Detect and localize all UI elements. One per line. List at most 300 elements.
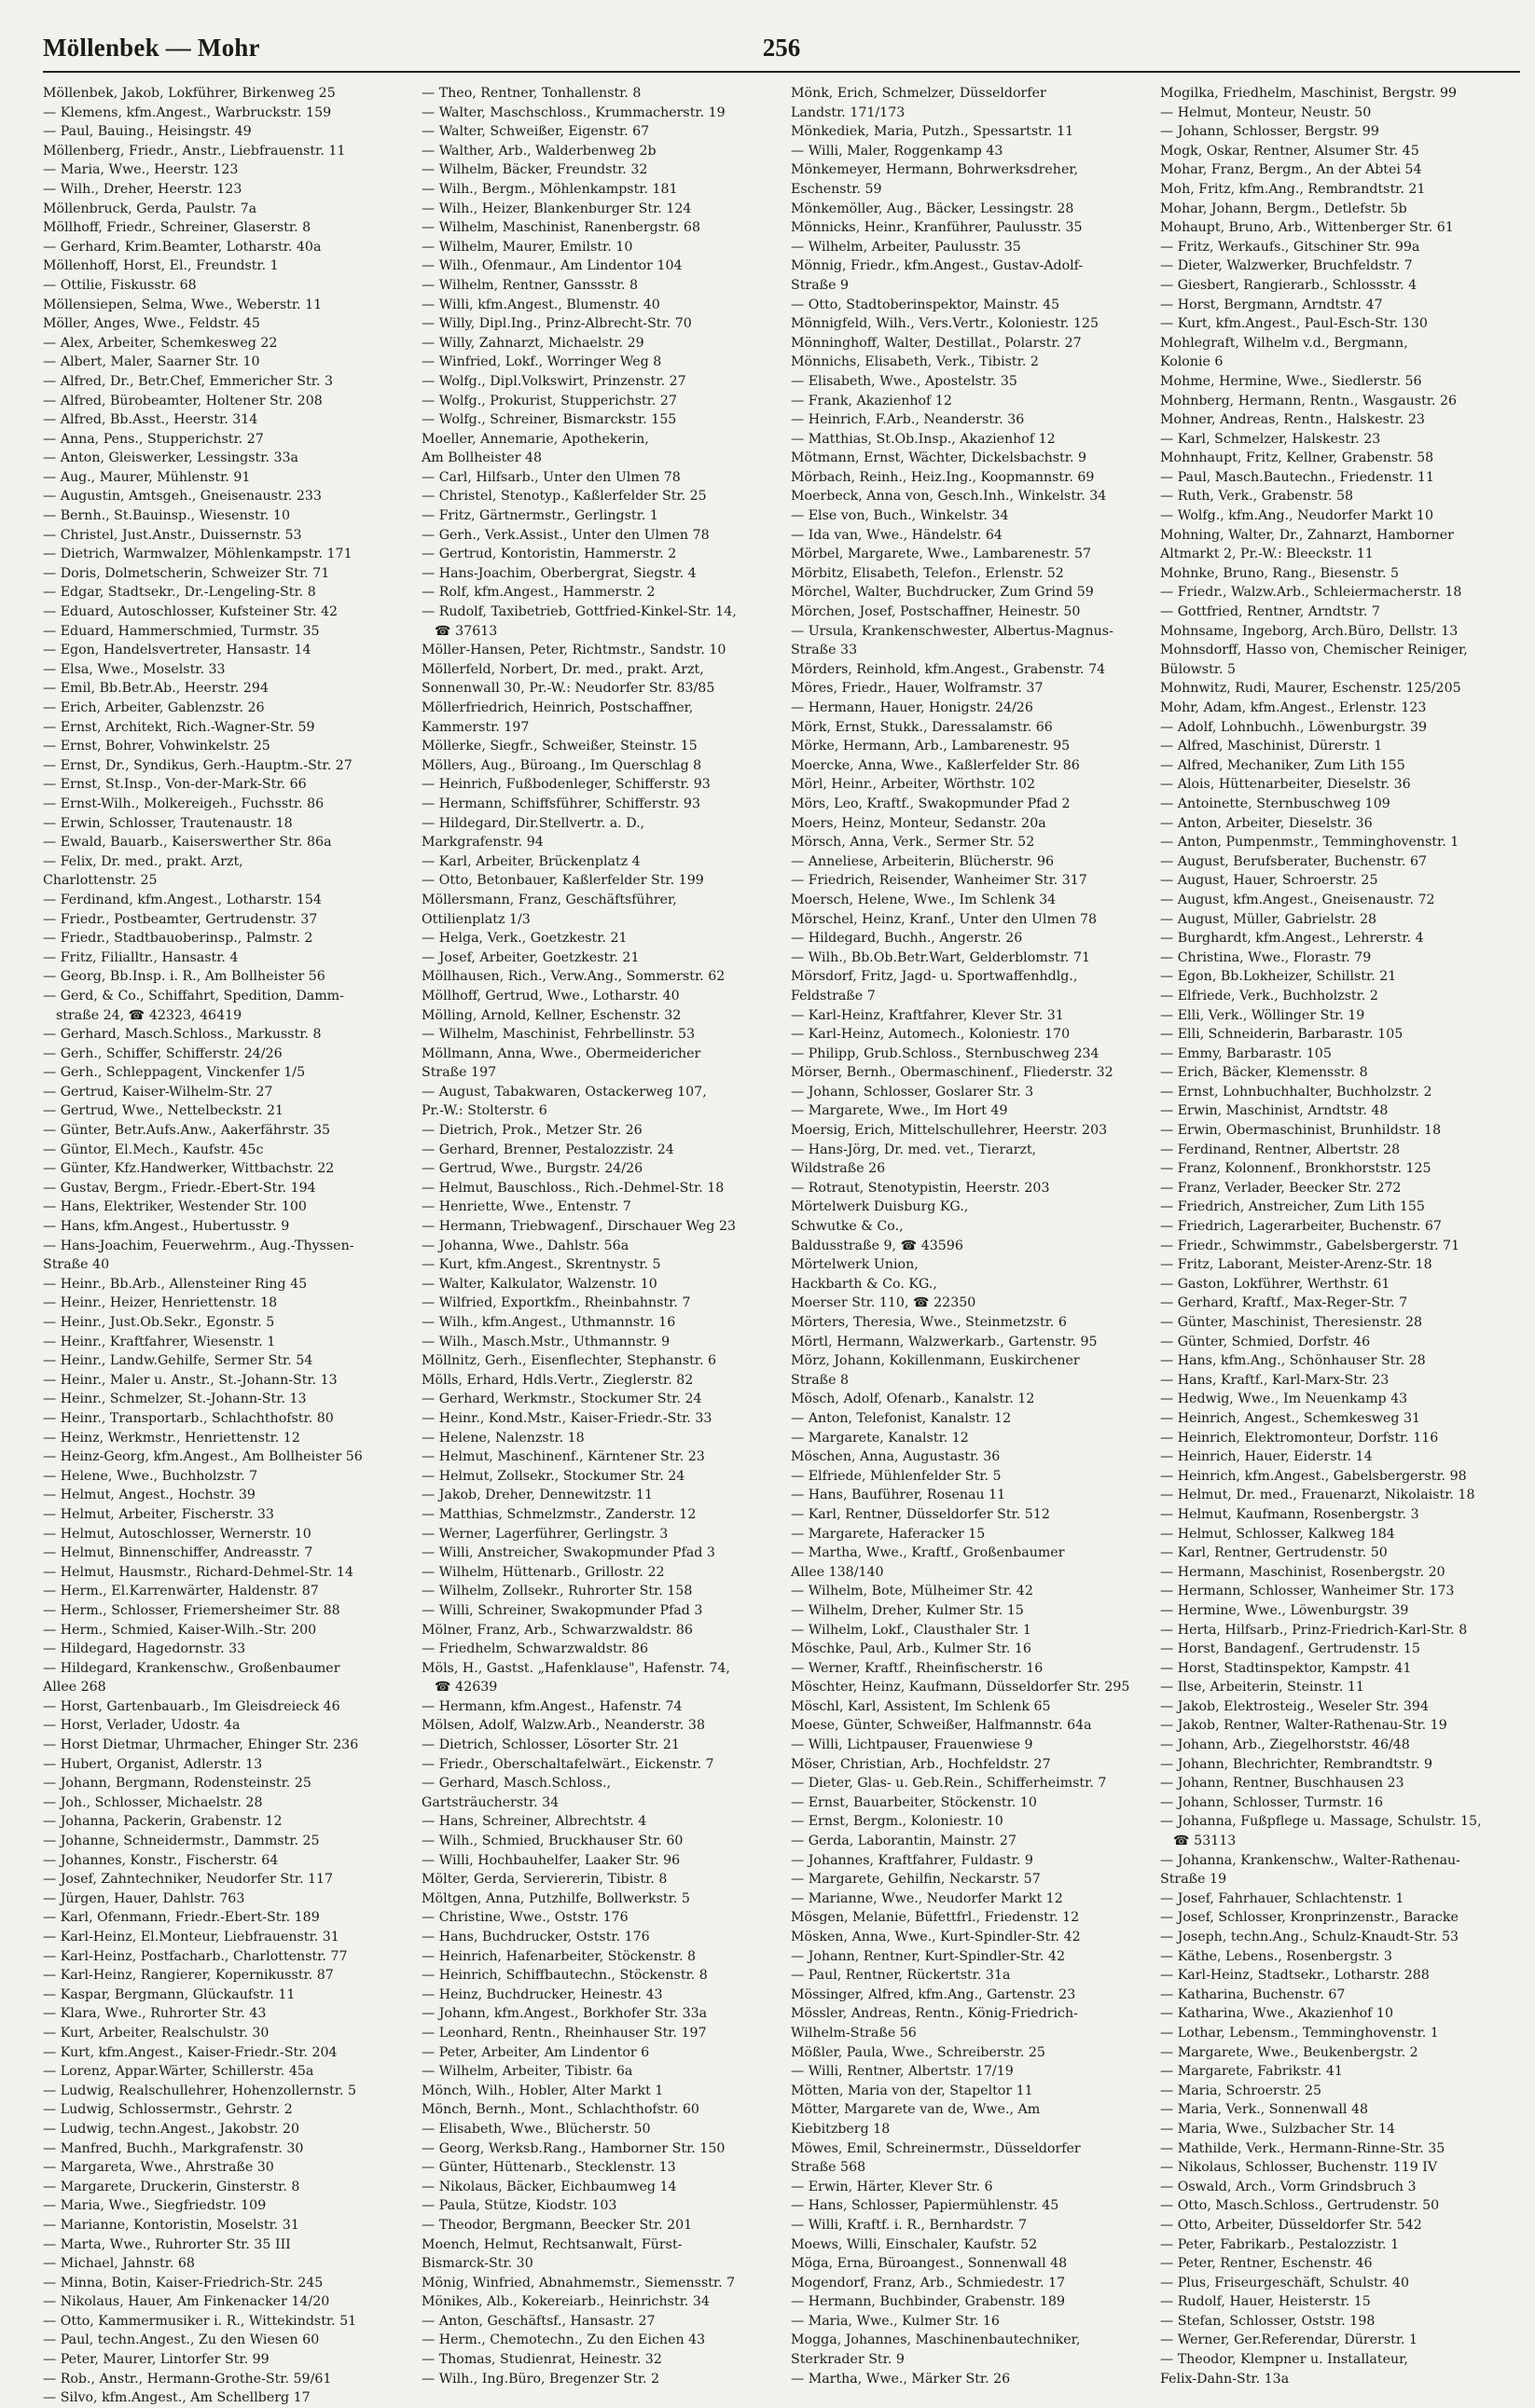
directory-entry: — Paul, Bauing., Heisingstr. 49 bbox=[43, 124, 252, 140]
directory-entry: Mörsdorf, Fritz, Jagd- u. Sportwaffenhdlg., bbox=[791, 969, 1078, 985]
directory-entry: — Gerh., Schleppagent, Vinckenfer 1/5 bbox=[43, 1065, 306, 1081]
directory-entry: — Otto, Arbeiter, Düsseldorfer Str. 542 bbox=[1160, 2217, 1422, 2233]
directory-entry: Felix-Dahn-Str. 13a bbox=[1160, 2371, 1290, 2387]
directory-entry: — Gerh., Schiffer, Schifferstr. 24/26 bbox=[43, 1045, 283, 1061]
directory-entry: — Karl, Arbeiter, Brückenplatz 4 bbox=[422, 853, 641, 869]
directory-entry: — Alfred, Maschinist, Dürerstr. 1 bbox=[1160, 739, 1383, 754]
directory-entry: — Hermann, Buchbinder, Grabenstr. 189 bbox=[791, 2294, 1066, 2310]
directory-entry: Mohar, Franz, Bergm., An der Abtei 54 bbox=[1160, 162, 1422, 178]
directory-entry: — Horst Dietmar, Uhrmacher, Ehinger Str. 236 bbox=[43, 1737, 359, 1753]
page-number: 256 bbox=[762, 34, 801, 62]
directory-entry: — Heinr., Kond.Mstr., Kaiser-Friedr.-Str. 33 bbox=[422, 1410, 712, 1426]
directory-entry: Bülowstr. 5 bbox=[1160, 661, 1237, 677]
directory-entry: — Heinr., Schmelzer, St.-Johann-Str. 13 bbox=[43, 1391, 307, 1407]
directory-entry: Mönnicks, Heinr., Kranführer, Paulusstr. 35 bbox=[791, 220, 1083, 236]
directory-entry: — Hans, kfm.Angest., Hubertusstr. 9 bbox=[43, 1219, 290, 1235]
directory-entry: ☎ 42639 bbox=[435, 1680, 498, 1695]
directory-entry: — Elsa, Wwe., Moselstr. 33 bbox=[43, 661, 226, 677]
directory-entry: — Klemens, kfm.Angest., Warbruckstr. 159 bbox=[43, 104, 332, 120]
directory-entry: — Friedr., Oberschaltafelwärt., Eickenstr. 7 bbox=[422, 1756, 714, 1772]
directory-entry: Bismarck-Str. 30 bbox=[422, 2256, 533, 2272]
directory-entry: Altmarkt 2, Pr.-W.: Bleeckstr. 11 bbox=[1160, 547, 1374, 562]
directory-entry: — Ludwig, techn.Angest., Jakobstr. 20 bbox=[43, 2121, 299, 2137]
directory-entry: Sonnenwall 30, Pr.-W.: Neudorfer Str. 83/85 bbox=[422, 681, 715, 697]
directory-entry: Mohning, Walter, Dr., Zahnarzt, Hamborner bbox=[1160, 527, 1454, 543]
directory-entry: — Johann, Blechrichter, Rembrandtstr. 9 bbox=[1160, 1756, 1433, 1772]
directory-entry: — Willy, Dipl.Ing., Prinz-Albrecht-Str. 70 bbox=[422, 316, 692, 332]
directory-entry: — Heinrich, Elektromonteur, Dorfstr. 116 bbox=[1160, 1430, 1439, 1446]
directory-entry: — Alois, Hüttenarbeiter, Dieselstr. 36 bbox=[1160, 777, 1411, 793]
directory-entry: Möllnitz, Gerh., Eisenflechter, Stephanstr. 6 bbox=[422, 1353, 717, 1369]
directory-entry: — August, Hauer, Schroerstr. 25 bbox=[1160, 873, 1378, 889]
directory-entry: — Karl-Heinz, Automech., Koloniestr. 170 bbox=[791, 1027, 1071, 1043]
directory-entry: Mönkemöller, Aug., Bäcker, Lessingstr. 28 bbox=[791, 201, 1074, 216]
directory-entry: — Gerhard, Werkmstr., Stockumer Str. 24 bbox=[422, 1391, 702, 1407]
directory-entry: — Jürgen, Hauer, Dahlstr. 763 bbox=[43, 1890, 245, 1906]
directory-entry: — Horst, Gartenbauarb., Im Gleisdreieck 46 bbox=[43, 1698, 340, 1714]
directory-entry: — Ernst, Bergm., Koloniestr. 10 bbox=[791, 1814, 1003, 1830]
directory-entry: — Matthias, Schmelzmstr., Zanderstr. 12 bbox=[422, 1506, 697, 1522]
directory-entry: — Anton, Arbeiter, Dieselstr. 36 bbox=[1160, 815, 1373, 831]
directory-entry: — Joh., Schlosser, Michaelstr. 28 bbox=[43, 1794, 263, 1810]
directory-entry: Möllmann, Anna, Wwe., Obermeidericher bbox=[422, 1045, 701, 1061]
directory-entry: — Anna, Pens., Stupperichstr. 27 bbox=[43, 431, 264, 447]
directory-entry: — Lorenz, Appar.Wärter, Schillerstr. 45a bbox=[43, 2064, 314, 2080]
directory-entry: Mohnhaupt, Fritz, Kellner, Grabenstr. 58 bbox=[1160, 450, 1434, 466]
directory-entry: — Bernh., St.Bauinsp., Wiesenstr. 10 bbox=[43, 508, 290, 524]
directory-entry: — Johann, Arb., Ziegelhorststr. 46/48 bbox=[1160, 1737, 1410, 1753]
directory-entry: — Elfriede, Verk., Buchholzstr. 2 bbox=[1160, 988, 1378, 1003]
directory-entry: — Mathilde, Verk., Hermann-Rinne-Str. 35 bbox=[1160, 2140, 1445, 2156]
directory-entry: — Gerda, Laborantin, Mainstr. 27 bbox=[791, 1834, 1016, 1849]
directory-entry: Eschenstr. 59 bbox=[791, 181, 882, 197]
directory-entry: Schwutke & Co., bbox=[791, 1219, 904, 1235]
directory-entry: Mönnigfeld, Wilh., Vers.Vertr., Koloniestr. 125 bbox=[791, 316, 1099, 332]
directory-entry: — Horst, Bergmann, Arndtstr. 47 bbox=[1160, 297, 1383, 312]
directory-entry: Mösken, Anna, Wwe., Kurt-Spindler-Str. 42 bbox=[791, 1930, 1081, 1944]
directory-entry: — Herm., El.Karrenwärter, Haldenstr. 87 bbox=[43, 1584, 319, 1599]
directory-entry: — Theo, Rentner, Tonhallenstr. 8 bbox=[422, 86, 642, 101]
directory-entry: Charlottenstr. 25 bbox=[43, 873, 158, 889]
directory-entry: Möllenberg, Friedr., Anstr., Liebfrauenstr. 11 bbox=[43, 143, 346, 159]
directory-entry: — Wilhelm, Arbeiter, Paulusstr. 35 bbox=[791, 239, 1021, 255]
directory-entry: — Johann, Schlosser, Turmstr. 16 bbox=[1160, 1794, 1384, 1810]
directory-entry: Straße 8 bbox=[791, 1372, 850, 1388]
directory-entry: — Willy, Zahnarzt, Michaelstr. 29 bbox=[422, 335, 644, 351]
directory-entry: — Georg, Bb.Insp. i. R., Am Bollheister 56 bbox=[43, 969, 325, 985]
directory-entry: — Friedrich, Lagerarbeiter, Buchenstr. 67 bbox=[1160, 1219, 1442, 1235]
directory-entry: straße 24, ☎ 42323, 46419 bbox=[56, 1007, 242, 1023]
directory-entry: — Friedr., Schwimmstr., Gabelsbergerstr. 71 bbox=[1160, 1238, 1460, 1253]
directory-entry: — Wilh., Heizer, Blankenburger Str. 124 bbox=[422, 201, 692, 216]
directory-entry: — Wilhelm, Bäcker, Freundstr. 32 bbox=[422, 162, 648, 178]
directory-entry: Mönnig, Friedr., kfm.Angest., Gustav-Adolf- bbox=[791, 258, 1084, 274]
directory-entry: Mörsch, Anna, Verk., Sermer Str. 52 bbox=[791, 835, 1035, 851]
directory-entry: — Maria, Schroerstr. 25 bbox=[1160, 2083, 1322, 2098]
directory-entry: — Anton, Geschäftsf., Hansastr. 27 bbox=[422, 2313, 656, 2329]
directory-entry: — Heinr., Transportarb., Schlachthofstr. 80 bbox=[43, 1410, 334, 1426]
directory-entry: — Helmut, Angest., Hochstr. 39 bbox=[43, 1488, 256, 1503]
directory-entry: — Walther, Arb., Walderbenweg 2b bbox=[422, 143, 657, 159]
directory-entry: — Ottilie, Fiskusstr. 68 bbox=[43, 277, 197, 293]
directory-entry: — Kurt, kfm.Angest., Paul-Esch-Str. 130 bbox=[1160, 316, 1428, 332]
directory-entry: Mötmann, Ernst, Wächter, Dickelsbachstr. 9 bbox=[791, 450, 1087, 466]
directory-entry: Mößler, Paula, Wwe., Schreiberstr. 25 bbox=[791, 2044, 1045, 2060]
directory-entry: — Hildegard, Dir.Stellvertr. a. D., bbox=[422, 815, 645, 831]
directory-entry: — Johann, Schlosser, Bergstr. 99 bbox=[1160, 124, 1379, 140]
directory-entry: — August, kfm.Angest., Gneisenaustr. 72 bbox=[1160, 892, 1435, 907]
directory-entry: — Johann, Rentner, Kurt-Spindler-Str. 42 bbox=[791, 1948, 1065, 1964]
directory-entry: Möschen, Anna, Augustastr. 36 bbox=[791, 1449, 1001, 1465]
directory-entry: — Egon, Bb.Lokheizer, Schillstr. 21 bbox=[1160, 969, 1397, 985]
directory-entry: — August, Tabakwaren, Ostackerweg 107, bbox=[422, 1084, 707, 1100]
directory-entry: — Heinrich, Fußbodenleger, Schifferstr. 93 bbox=[422, 777, 711, 793]
directory-entry: — Dietrich, Prok., Metzer Str. 26 bbox=[422, 1123, 643, 1139]
directory-entry: ☎ 37613 bbox=[435, 623, 498, 639]
directory-entry: — Hans-Joachim, Oberbergrat, Siegstr. 4 bbox=[422, 565, 697, 581]
directory-entry: — Wilhelm, Maurer, Emilstr. 10 bbox=[422, 239, 633, 255]
directory-entry: Möllhoff, Friedr., Schreiner, Glaserstr. 8 bbox=[43, 220, 311, 236]
directory-entry: — Klara, Wwe., Ruhrorter Str. 43 bbox=[43, 2006, 267, 2022]
directory-entry: Mohaupt, Bruno, Arb., Wittenberger Str. 61 bbox=[1160, 220, 1454, 236]
directory-entry: — Helene, Wwe., Buchholzstr. 7 bbox=[43, 1468, 258, 1484]
directory-entry: — Rudolf, Hauer, Heisterstr. 15 bbox=[1160, 2294, 1371, 2310]
directory-entry: — Hans-Jörg, Dr. med. vet., Tierarzt, bbox=[791, 1142, 1037, 1157]
directory-entry: Mönkediek, Maria, Putzh., Spessartstr. 11 bbox=[791, 124, 1074, 140]
directory-entry: Möls, H., Gastst. „Hafenklause", Hafenstr. 74, bbox=[422, 1660, 730, 1676]
directory-entry: Baldusstraße 9, ☎ 43596 bbox=[791, 1238, 963, 1253]
directory-entry: — Hedwig, Wwe., Im Neuenkamp 43 bbox=[1160, 1391, 1408, 1407]
directory-entry: — Albert, Maler, Saarner Str. 10 bbox=[43, 354, 260, 370]
directory-entry: — Dieter, Glas- u. Geb.Rein., Schifferheimstr. 7 bbox=[791, 1776, 1107, 1792]
directory-entry: — Werner, Lagerführer, Gerlingstr. 3 bbox=[422, 1526, 669, 1542]
directory-entry: Moerbeck, Anna von, Gesch.Inh., Winkelstr. 34 bbox=[791, 489, 1107, 505]
directory-entry: Mogendorf, Franz, Arb., Schmiedestr. 17 bbox=[791, 2275, 1066, 2290]
directory-entry: Möllensiepen, Selma, Wwe., Weberstr. 11 bbox=[43, 297, 323, 312]
directory-entry: — Friedhelm, Schwarzwaldstr. 86 bbox=[422, 1641, 649, 1657]
directory-entry: Mörl, Heinr., Arbeiter, Wörthstr. 102 bbox=[791, 777, 1036, 793]
directory-entry: — Johann, Bergmann, Rodensteinstr. 25 bbox=[43, 1776, 311, 1792]
directory-entry: Straße 40 bbox=[43, 1257, 110, 1273]
directory-entry: — Hermann, kfm.Angest., Hafenstr. 74 bbox=[422, 1698, 683, 1714]
directory-entry: — Fritz, Laborant, Meister-Arenz-Str. 18 bbox=[1160, 1257, 1432, 1273]
directory-entry: — Philipp, Grub.Schloss., Sternbuschweg 234 bbox=[791, 1045, 1099, 1061]
directory-entry: Mössler, Andreas, Rentn., König-Friedrich- bbox=[791, 2006, 1078, 2022]
directory-entry: — Martha, Wwe., Märker Str. 26 bbox=[791, 2371, 1011, 2387]
directory-entry: — Hans, Kraftf., Karl-Marx-Str. 23 bbox=[1160, 1372, 1390, 1388]
directory-entry: — Heinz-Georg, kfm.Angest., Am Bollheister 56 bbox=[43, 1449, 363, 1465]
directory-entry: — Wilh., kfm.Angest., Uthmannstr. 16 bbox=[422, 1315, 676, 1330]
directory-entry: — Plus, Friseurgeschäft, Schulstr. 40 bbox=[1160, 2275, 1410, 2290]
directory-entry: — Otto, Stadtoberinspektor, Mainstr. 45 bbox=[791, 297, 1060, 312]
directory-entry: — Edgar, Stadtsekr., Dr.-Lengeling-Str. 8 bbox=[43, 585, 316, 601]
directory-entry: — Hermann, Maschinist, Rosenbergstr. 20 bbox=[1160, 1564, 1445, 1580]
directory-entry: — Wilh., Dreher, Heerstr. 123 bbox=[43, 181, 242, 197]
directory-entry: — Dietrich, Warmwalzer, Möhlenkampstr. 171 bbox=[43, 547, 353, 562]
directory-entry: — Maria, Wwe., Sulzbacher Str. 14 bbox=[1160, 2121, 1396, 2137]
directory-entry: — Frank, Akazienhof 12 bbox=[791, 393, 952, 408]
directory-entry: — Wolfg., Prokurist, Stupperichstr. 27 bbox=[422, 393, 677, 408]
directory-entry: — Walter, Schweißer, Eigenstr. 67 bbox=[422, 124, 650, 140]
directory-entry: — Johanna, Packerin, Grabenstr. 12 bbox=[43, 1814, 283, 1830]
directory-entry: — Winfried, Lokf., Worringer Weg 8 bbox=[422, 354, 662, 370]
directory-entry: — Alfred, Mechaniker, Zum Lith 155 bbox=[1160, 757, 1405, 773]
directory-entry: — Jakob, Dreher, Dennewitzstr. 11 bbox=[422, 1488, 653, 1503]
directory-entry: Möschl, Karl, Assistent, Im Schlenk 65 bbox=[791, 1698, 1051, 1714]
directory-entry: — Ernst-Wilh., Molkereigeh., Fuchsstr. 86 bbox=[43, 796, 325, 811]
directory-entry: — Wilhelm, Dreher, Kulmer Str. 15 bbox=[791, 1602, 1024, 1618]
directory-entry: — Nikolaus, Schlosser, Buchenstr. 119 IV bbox=[1160, 2160, 1438, 2176]
directory-entry: — Margarete, Wwe., Beukenbergstr. 2 bbox=[1160, 2044, 1418, 2060]
directory-entry: — Else von, Buch., Winkelstr. 34 bbox=[791, 508, 1009, 524]
directory-entry: — Heinrich, Hafenarbeiter, Stöckenstr. 8 bbox=[422, 1948, 697, 1964]
directory-entry: — Wilfried, Exportkfm., Rheinbahnstr. 7 bbox=[422, 1295, 691, 1311]
directory-entry: — Kurt, kfm.Angest., Kaiser-Friedr.-Str. 204 bbox=[43, 2044, 338, 2060]
directory-entry: — Otto, Masch.Schloss., Gertrudenstr. 50 bbox=[1160, 2198, 1440, 2214]
directory-entry: Möser, Christian, Arb., Hochfeldstr. 27 bbox=[791, 1756, 1051, 1772]
directory-entry: Mörbach, Reinh., Heiz.Ing., Koopmannstr. 69 bbox=[791, 469, 1095, 485]
directory-entry: — Otto, Kammermusiker i. R., Wittekindstr. 51 bbox=[43, 2313, 357, 2329]
directory-entry: — Anton, Telefonist, Kanalstr. 12 bbox=[791, 1410, 1012, 1426]
directory-entry: — Gertrud, Wwe., Nettelbeckstr. 21 bbox=[43, 1103, 284, 1119]
directory-entry: — Walter, Maschschloss., Krummacherstr. 19 bbox=[422, 104, 726, 120]
directory-entry: — Helmut, Maschinenf., Kärntener Str. 23 bbox=[422, 1449, 705, 1465]
directory-entry: — Johanna, Krankenschw., Walter-Rathenau- bbox=[1160, 1852, 1460, 1868]
directory-entry: Kiebitzberg 18 bbox=[791, 2121, 891, 2137]
directory-entry: — Walter, Kalkulator, Walzenstr. 10 bbox=[422, 1276, 657, 1292]
directory-entry: Pr.-W.: Stolterstr. 6 bbox=[422, 1103, 547, 1119]
directory-entry: Sterkrader Str. 9 bbox=[791, 2352, 905, 2368]
directory-entry: — Christine, Wwe., Oststr. 176 bbox=[422, 1910, 629, 1926]
directory-entry: Mölner, Franz, Arb., Schwarzwaldstr. 86 bbox=[422, 1622, 693, 1638]
directory-column-4 bbox=[1151, 84, 1520, 2387]
directory-entry: Möllerke, Siegfr., Schweißer, Steinstr. 15 bbox=[422, 739, 698, 754]
directory-entry: — Willi, Rentner, Albertstr. 17/19 bbox=[791, 2064, 1014, 2080]
directory-entry: — Wilh., Ofenmaur., Am Lindentor 104 bbox=[422, 258, 683, 274]
directory-entry: Möres, Friedr., Hauer, Wolframstr. 37 bbox=[791, 681, 1044, 697]
directory-entry: — Günter, Hüttenarb., Stecklenstr. 13 bbox=[422, 2160, 676, 2176]
directory-entry: Mölsen, Adolf, Walzw.Arb., Neanderstr. 38 bbox=[422, 1718, 705, 1734]
directory-entry: Mönninghoff, Walter, Destillat., Polarstr. 27 bbox=[791, 335, 1082, 351]
directory-entry: Möllhausen, Rich., Verw.Ang., Sommerstr. 62 bbox=[422, 969, 726, 985]
directory-entry: — Heinr., Kraftfahrer, Wiesenstr. 1 bbox=[43, 1334, 276, 1349]
directory-entry: — Helmut, Monteur, Neustr. 50 bbox=[1160, 104, 1372, 120]
directory-entry: Mönikes, Alb., Kokereiarb., Heinrichstr. 34 bbox=[422, 2294, 710, 2310]
directory-entry: — Helmut, Kaufmann, Rosenbergstr. 3 bbox=[1160, 1506, 1419, 1522]
directory-entry: — August, Müller, Gabrielstr. 28 bbox=[1160, 911, 1377, 927]
directory-entry: — Karl-Heinz, El.Monteur, Liebfrauenstr. 31 bbox=[43, 1930, 339, 1944]
directory-entry: — Alfred, Dr., Betr.Chef, Emmericher Str. 3 bbox=[43, 373, 333, 389]
page-title: Möllenbek — Mohr bbox=[43, 34, 260, 62]
directory-entry: — Erich, Bäcker, Klemensstr. 8 bbox=[1160, 1065, 1368, 1081]
directory-entry: — Wilhelm, Arbeiter, Tibistr. 6a bbox=[422, 2064, 633, 2080]
directory-entry: — Heinr., Maler u. Anstr., St.-Johann-Str. 13 bbox=[43, 1372, 338, 1388]
directory-entry: — Ida van, Wwe., Händelstr. 64 bbox=[791, 527, 1003, 543]
directory-entry: — Erwin, Maschinist, Arndtstr. 48 bbox=[1160, 1103, 1389, 1119]
directory-entry: — Eduard, Hammerschmied, Turmstr. 35 bbox=[43, 623, 320, 639]
directory-entry: Möllerfeld, Norbert, Dr. med., prakt. Arzt, bbox=[422, 661, 704, 677]
page-header bbox=[43, 26, 1520, 73]
directory-entry: — Ursula, Krankenschwester, Albertus-Magnus- bbox=[791, 623, 1113, 639]
directory-entry: — Manfred, Buchh., Markgrafenstr. 30 bbox=[43, 2140, 304, 2156]
directory-entry: — Emmy, Barbarastr. 105 bbox=[1160, 1045, 1332, 1061]
directory-entry: Mohner, Andreas, Rentn., Halskestr. 23 bbox=[1160, 412, 1425, 428]
directory-entry: — Gertrud, Kaiser-Wilhelm-Str. 27 bbox=[43, 1084, 273, 1100]
directory-entry: Mölter, Gerda, Serviererin, Tibistr. 8 bbox=[422, 1872, 668, 1888]
directory-entry: Mölling, Arnold, Kellner, Eschenstr. 32 bbox=[422, 1007, 682, 1023]
directory-entry: Mörk, Ernst, Stukk., Daressalamstr. 66 bbox=[791, 719, 1053, 735]
directory-entry: Mörchen, Josef, Postschaffner, Heinestr. 50 bbox=[791, 604, 1081, 620]
directory-entry: — Karl-Heinz, Stadtsekr., Lotharstr. 288 bbox=[1160, 1968, 1430, 1984]
directory-entry: Wilhelm-Straße 56 bbox=[791, 2025, 917, 2041]
directory-entry: — Johanne, Schneidermstr., Dammstr. 25 bbox=[43, 1834, 320, 1849]
directory-entry: Moeller, Annemarie, Apothekerin, bbox=[422, 431, 649, 447]
directory-entry: Mohme, Hermine, Wwe., Siedlerstr. 56 bbox=[1160, 373, 1422, 389]
directory-entry: — August, Berufsberater, Buchenstr. 67 bbox=[1160, 853, 1428, 869]
directory-entry: — Paul, Masch.Bautechn., Friedenstr. 11 bbox=[1160, 469, 1434, 485]
directory-entry: Moese, Günter, Schweißer, Halfmannstr. 64a bbox=[791, 1718, 1092, 1734]
directory-entry: — Willi, kfm.Angest., Blumenstr. 40 bbox=[422, 297, 660, 312]
directory-entry: Mörtl, Hermann, Walzwerkarb., Gartenstr. 95 bbox=[791, 1334, 1098, 1349]
directory-entry: — Hans, Schlosser, Papiermühlenstr. 45 bbox=[791, 2198, 1059, 2214]
directory-entry: Mörchel, Walter, Buchdrucker, Zum Grind 59 bbox=[791, 585, 1094, 601]
directory-entry: — Willi, Hochbauhelfer, Laaker Str. 96 bbox=[422, 1852, 681, 1868]
directory-entry: Möga, Erna, Büroangest., Sonnenwall 48 bbox=[791, 2256, 1068, 2272]
directory-entry: — Erwin, Schlosser, Trautenaustr. 18 bbox=[43, 815, 293, 831]
directory-entry: Moersig, Erich, Mittelschullehrer, Heerstr. 203 bbox=[791, 1123, 1108, 1139]
directory-entry: — Oswald, Arch., Vorm Grindsbruch 3 bbox=[1160, 2179, 1417, 2194]
directory-column-1 bbox=[43, 84, 412, 2406]
directory-entry: — Werner, Ger.Referendar, Dürerstr. 1 bbox=[1160, 2332, 1418, 2348]
directory-entry: — Johann, Schlosser, Goslarer Str. 3 bbox=[791, 1084, 1034, 1100]
directory-entry: — Heinz, Werkmstr., Henriettenstr. 12 bbox=[43, 1430, 300, 1446]
directory-entry: — Helmut, Dr. med., Frauenarzt, Nikolaistr. 18 bbox=[1160, 1488, 1475, 1503]
directory-entry: — Willi, Lichtpauser, Frauenwiese 9 bbox=[791, 1737, 1033, 1753]
directory-entry: Moers, Heinz, Monteur, Sedanstr. 20a bbox=[791, 815, 1046, 831]
directory-entry: — Hermine, Wwe., Löwenburgstr. 39 bbox=[1160, 1602, 1409, 1618]
directory-entry: Mönch, Wilh., Hobler, Alter Markt 1 bbox=[422, 2083, 664, 2098]
directory-entry: — Hildegard, Hagedornstr. 33 bbox=[43, 1641, 246, 1657]
directory-entry: — Hans, Schreiner, Albrechtstr. 4 bbox=[422, 1814, 647, 1830]
directory-entry: — Heinrich, Angest., Schemkesweg 31 bbox=[1160, 1410, 1421, 1426]
directory-entry: Mönnichs, Elisabeth, Verk., Tibistr. 2 bbox=[791, 354, 1039, 370]
directory-entry: Mönkemeyer, Hermann, Bohrwerksdreher, bbox=[791, 162, 1079, 178]
directory-entry: Mörtelwerk Union, bbox=[791, 1257, 919, 1273]
directory-entry: — Margarete, Gehilfin, Neckarstr. 57 bbox=[791, 1872, 1041, 1888]
directory-entry: — Günter, Schmied, Dorfstr. 46 bbox=[1160, 1334, 1371, 1349]
directory-entry: — Maria, Wwe., Kulmer Str. 16 bbox=[791, 2313, 1000, 2329]
directory-entry: — Rob., Anstr., Hermann-Grothe-Str. 59/61 bbox=[43, 2371, 332, 2387]
directory-entry: — Leonhard, Rentn., Rheinhauser Str. 197 bbox=[422, 2025, 707, 2041]
directory-entry: — Heinrich, kfm.Angest., Gabelsbergerstr. 98 bbox=[1160, 1468, 1467, 1484]
directory-entry: Möltgen, Anna, Putzhilfe, Bollwerkstr. 5 bbox=[422, 1890, 690, 1906]
directory-entry: — Ernst, St.Insp., Von-der-Mark-Str. 66 bbox=[43, 777, 307, 793]
directory-entry: — Hildegard, Krankenschw., Großenbaumer bbox=[43, 1660, 340, 1676]
directory-entry: Möschter, Heinz, Kaufmann, Düsseldorfer Str. 295 bbox=[791, 1680, 1130, 1695]
directory-entry: — Elli, Schneiderin, Barbarastr. 105 bbox=[1160, 1027, 1404, 1043]
directory-entry: — Paul, techn.Angest., Zu den Wiesen 60 bbox=[43, 2332, 320, 2348]
directory-entry: — Gertrud, Wwe., Burgstr. 24/26 bbox=[422, 1161, 643, 1177]
directory-entry: — Gustav, Bergm., Friedr.-Ebert-Str. 194 bbox=[43, 1180, 316, 1196]
directory-entry: — Dietrich, Schlosser, Lösorter Str. 21 bbox=[422, 1737, 680, 1753]
directory-entry: — Wilhelm, Bote, Mülheimer Str. 42 bbox=[791, 1584, 1033, 1599]
directory-entry: — Theodor, Bergmann, Beecker Str. 201 bbox=[422, 2217, 693, 2233]
directory-entry: Möllenbruck, Gerda, Paulstr. 7a bbox=[43, 201, 257, 216]
directory-entry: Am Bollheister 48 bbox=[422, 450, 543, 466]
directory-entry: — Wilhelm, Zollsekr., Ruhrorter Str. 158 bbox=[422, 1584, 693, 1599]
directory-entry: — Jakob, Rentner, Walter-Rathenau-Str. 19 bbox=[1160, 1718, 1447, 1734]
directory-entry: — Georg, Werksb.Rang., Hamborner Str. 150 bbox=[422, 2140, 726, 2156]
directory-entry: — Hans, Buchdrucker, Oststr. 176 bbox=[422, 1930, 650, 1944]
directory-entry: — Wilhelm, Hüttenarb., Grillostr. 22 bbox=[422, 1564, 665, 1580]
directory-entry: Möllhoff, Gertrud, Wwe., Lotharstr. 40 bbox=[422, 988, 680, 1003]
directory-entry: Moersch, Helene, Wwe., Im Schlenk 34 bbox=[791, 892, 1057, 907]
directory-entry: — Hans, Elektriker, Westender Str. 100 bbox=[43, 1199, 307, 1215]
directory-entry: — Marianne, Kontoristin, Moselstr. 31 bbox=[43, 2217, 299, 2233]
directory-entry: — Willi, Anstreicher, Swakopmunder Pfad 3 bbox=[422, 1545, 715, 1561]
directory-entry: — Wilhelm, Maschinist, Fehrbellinstr. 53 bbox=[422, 1027, 696, 1043]
directory-entry: — Christel, Just.Anstr., Duissernstr. 53 bbox=[43, 527, 302, 543]
directory-entry: Mölls, Erhard, Hdls.Vertr., Zieglerstr. 82 bbox=[422, 1372, 694, 1388]
directory-entry: — Peter, Maurer, Lintorfer Str. 99 bbox=[43, 2352, 270, 2368]
directory-entry: Allee 268 bbox=[43, 1680, 106, 1695]
directory-entry: — Helga, Verk., Goetzkestr. 21 bbox=[422, 931, 628, 947]
directory-entry: — Alfred, Bb.Asst., Heerstr. 314 bbox=[43, 412, 258, 428]
directory-entry: Mörschel, Heinz, Kranf., Unter den Ulmen 78 bbox=[791, 911, 1098, 927]
directory-entry: — Helmut, Binnenschiffer, Andreasstr. 7 bbox=[43, 1545, 313, 1561]
directory-entry: — Hubert, Organist, Adlerstr. 13 bbox=[43, 1756, 263, 1772]
directory-entry: — Paul, Rentner, Rückertstr. 31a bbox=[791, 1968, 1011, 1984]
directory-entry: Möwes, Emil, Schreinermstr., Düsseldorfer bbox=[791, 2140, 1081, 2156]
directory-entry: — Maria, Wwe., Siegfriedstr. 109 bbox=[43, 2198, 267, 2214]
directory-entry: — Christina, Wwe., Florastr. 79 bbox=[1160, 949, 1372, 965]
directory-entry: — Friedr., Postbeamter, Gertrudenstr. 37 bbox=[43, 911, 318, 927]
directory-entry: — Fritz, Filialltr., Hansastr. 4 bbox=[43, 949, 239, 965]
directory-entry: — Lothar, Lebensm., Temminghovenstr. 1 bbox=[1160, 2025, 1439, 2041]
directory-entry: — Stefan, Schlosser, Oststr. 198 bbox=[1160, 2313, 1376, 2329]
directory-entry: Mörke, Hermann, Arb., Lambarenestr. 95 bbox=[791, 739, 1071, 754]
directory-entry: — Horst, Verlader, Udostr. 4a bbox=[43, 1718, 241, 1734]
directory-entry: — Matthias, St.Ob.Insp., Akazienhof 12 bbox=[791, 431, 1056, 447]
directory-entry: — Willi, Kraftf. i. R., Bernhardstr. 7 bbox=[791, 2217, 1027, 2233]
directory-entry: Moench, Helmut, Rechtsanwalt, Fürst- bbox=[422, 2236, 683, 2252]
directory-entry: — Martha, Wwe., Kraftf., Großenbaumer bbox=[791, 1545, 1065, 1561]
directory-entry: — Herm., Schlosser, Friemersheimer Str. 88 bbox=[43, 1602, 340, 1618]
directory-entry: — Augustin, Amtsgeh., Gneisenaustr. 233 bbox=[43, 489, 322, 505]
directory-entry: Mötten, Maria von der, Stapeltor 11 bbox=[791, 2083, 1033, 2098]
directory-entry: — Ernst, Bauarbeiter, Stöckenstr. 10 bbox=[791, 1794, 1037, 1810]
directory-entry: — Margareta, Wwe., Ahrstraße 30 bbox=[43, 2160, 274, 2176]
directory-entry: — Johann, Rentner, Buschhausen 23 bbox=[1160, 1776, 1404, 1792]
directory-entry: — Heinrich, Schiffbautechn., Stöckenstr. 8 bbox=[422, 1968, 708, 1984]
directory-entry: — Wilh., Masch.Mstr., Uthmannstr. 9 bbox=[422, 1334, 671, 1349]
directory-entry: — Ernst, Lohnbuchhalter, Buchholzstr. 2 bbox=[1160, 1084, 1432, 1100]
directory-entry: — Elisabeth, Wwe., Apostelstr. 35 bbox=[791, 373, 1017, 389]
directory-entry: Straße 568 bbox=[791, 2160, 866, 2176]
directory-entry: — Hans, Bauführer, Rosenau 11 bbox=[791, 1488, 1006, 1503]
directory-entry: — Gottfried, Rentner, Arndtstr. 7 bbox=[1160, 604, 1380, 620]
directory-entry: — Antoinette, Sternbuschweg 109 bbox=[1160, 796, 1390, 811]
directory-entry: Mönch, Bernh., Mont., Schlachthofstr. 60 bbox=[422, 2102, 699, 2118]
directory-entry: Mogilka, Friedhelm, Maschinist, Bergstr. 99 bbox=[1160, 86, 1458, 101]
directory-entry: — Horst, Stadtinspektor, Kampstr. 41 bbox=[1160, 1660, 1412, 1676]
directory-entry: — Kurt, Arbeiter, Realschulstr. 30 bbox=[43, 2025, 270, 2041]
directory-entry: Mösgen, Melanie, Büfettfrl., Friedenstr. 12 bbox=[791, 1910, 1080, 1926]
directory-entry: — Gertrud, Kontoristin, Hammerstr. 2 bbox=[422, 547, 677, 562]
directory-entry: — Eduard, Autoschlosser, Kufsteiner Str. 42 bbox=[43, 604, 339, 620]
directory-entry: Mösch, Adolf, Ofenarb., Kanalstr. 12 bbox=[791, 1391, 1035, 1407]
directory-entry: — Carl, Hilfsarb., Unter den Ulmen 78 bbox=[422, 469, 681, 485]
